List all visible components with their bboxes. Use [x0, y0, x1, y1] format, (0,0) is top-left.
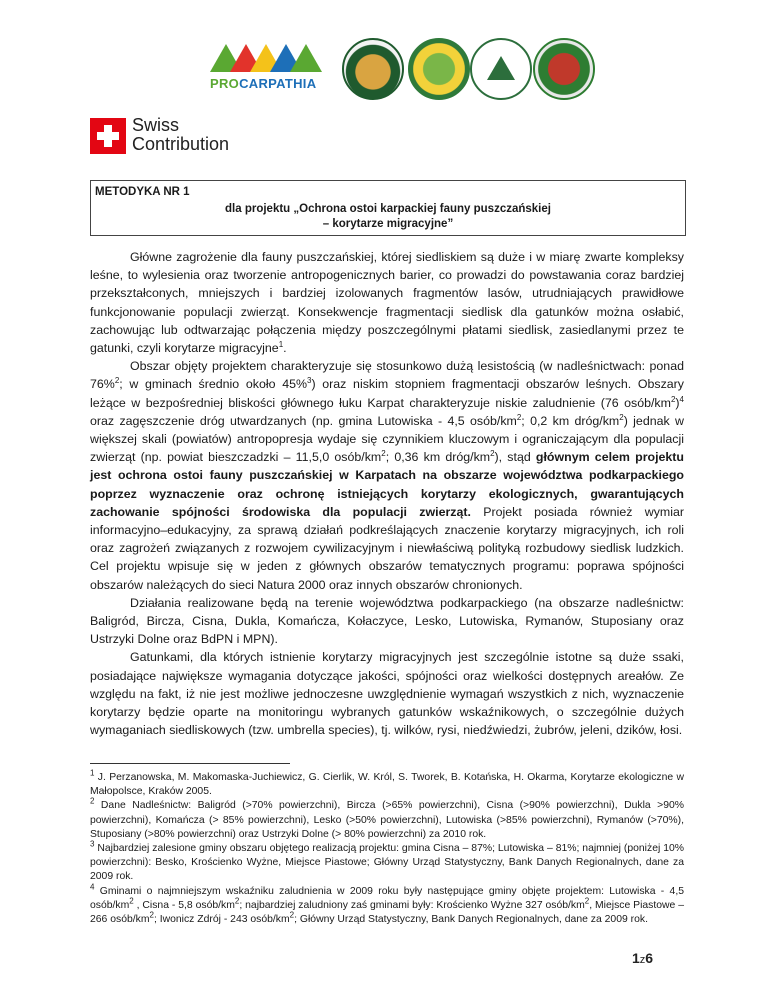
p2-b: ; w gminach średnio około 45%: [119, 377, 307, 392]
fn4-a: Gminami o najmniejszym wskaźniku zaludnienia w 2009 roku były następujące gminy objęte projektem: Lutowiska - 4,5 osób/km: [90, 885, 684, 911]
page-number: [632, 950, 653, 966]
fn4-s2: 2: [234, 896, 240, 906]
footnote-divider: [90, 763, 290, 764]
fn4-s4: 2: [149, 910, 154, 920]
methodology-label: METODYKA NR 1: [95, 186, 190, 198]
footnote-2: [90, 796, 684, 842]
magura-park-logo: [342, 38, 404, 100]
fn2-num: 2: [90, 796, 95, 806]
page-current: 1: [632, 950, 640, 966]
p2-h: ; 0,36 km dróg/km: [385, 450, 491, 465]
fn1-num: 1: [90, 768, 95, 778]
fn3-text: Najbardziej zalesione gminy obszaru objętego realizacją projektu: gmina Cisna – 87%; Lutowiska – 81%; najmniej (poniżej 10% powierzchni): Besko, Krościenko Wyżne, Miejsce Piastowe; Główny Urząd Statystyczny, Bank Danych Regionalnych, dane za 2009 rok.: [90, 843, 684, 883]
fn4-s3: 2: [584, 896, 590, 906]
p2-e: oraz zagęszczenie dróg utwardzanych (np. gmina Lutowiska - 4,5 osób/km: [90, 413, 517, 428]
page-total: 6: [645, 950, 654, 966]
p1-text: Główne zagrożenie dla fauny puszczańskiej, której siedliskiem są duże i w miarę zwarte kompleksy leśne, to wylesienia oraz tworzenie antropogenicznych barier, co prowadzi do powstawania coraz bardziej przekształconych, mniejszych i bardziej izolowanych fragmentów lasów, utrudniających prawidłowe funkcjonowanie populacji zwierząt. Konsekwencje fragmentacji siedlisk dla gatunków można osłabić, zachowując lub odtwarzając połączenia między poszczególnymi płatami siedlisk, zasiedlanymi przez te gatunki, czyli korytarze migracyjne: [90, 250, 684, 356]
bieszczady-park-logo: [408, 38, 470, 100]
p2-c: ) oraz niskim stopniem fragmentacji obszarów leśnych. Obszary leżące w bezpośredniej bliskości głównego łuku Karpat charakteryzuje niskie zaludnienie (76 osób/km: [90, 377, 684, 410]
lasy-panstwowe-logo: [470, 38, 532, 100]
body-text: [90, 248, 684, 739]
sup-e: 2: [490, 449, 495, 459]
p2-g: ) jednak w większej skali (powiatów) antropopresja wydaje się czynnikiem kluczowym i ograniczającym dla populacji zwierząt (np. powiat bieszczadzki – 11,5,0 osób/km: [90, 413, 684, 465]
swiss-line1: Swiss: [132, 115, 180, 135]
sup-b: 2: [516, 412, 522, 422]
fn4-e: ; Iwonicz Zdrój - 243 osób/km: [153, 914, 290, 926]
fn4-c: ; najbardziej zaludniony zaś gminami były: Krościenko Wyżne 327 osób/km: [239, 899, 585, 911]
fn2-text: Dane Nadleśnictw: Baligród (>70% powierzchni), Bircza (>65% powierzchni), Cisna (>90% powierzchni), Dukla >90% powierzchni), Komańcza (> 85% powierzchni), Lesko (>50% powierzchni), Lutowiska (>85% powierzchni), Rymanów (>70%), Stuposiany (>80% powierzchni) oraz Ustrzyki Dolne (> 80% powierzchni) za 2010 rok.: [90, 800, 684, 840]
regional-directorate-logo: [533, 38, 595, 100]
footnote-1: [90, 768, 684, 799]
page-sep: z: [639, 954, 646, 966]
sup-c: 2: [619, 412, 624, 422]
p2-f: ; 0,2 km dróg/km: [521, 413, 620, 428]
project-goal-bold: głównym celem projektu jest ochrona ostoi fauny puszczańskiej w Karpatach na obszarze województwa podkarpackiego poprzez wyznaczenie oraz ochronę istniejących korytarzy ekologicznych, gwarantujących zachowanie spójności środowiska dla populacji zwierząt.: [90, 450, 685, 519]
paragraph-4: Gatunkami, dla których istnienie korytarzy migracyjnych jest szczególnie istotne są duże ssaki, posiadające największe wymagania dotyczące jakości, spójności oraz wielkości dostępnych areałów. Ze względu na fakt, iż nie jest możliwe jednoczesne uwzględnienie wymagań wszystkich z nich, wyznaczenie korytarzy będzie oparte na monitoringu wybranych gatunków wskaźnikowych, o szczególnie dużych wymaganiach siedliskowych (tzw. umbrella species), tj. wilków, rysi, niedźwiedzi, żubrów, jeleni, dzików, łosi.: [90, 650, 684, 738]
footnotes: [90, 768, 684, 927]
sup-a: 2: [670, 394, 676, 404]
procarpathia-name: CARPATHIA: [239, 76, 317, 91]
footnote-ref-2: 2: [114, 376, 120, 386]
swiss-line2: Contribution: [132, 134, 230, 154]
project-title-line2: – korytarze migracyjne”: [322, 218, 454, 230]
sup-d: 2: [381, 449, 386, 459]
fn4-d: , Miejsce Piastowe – 266 osób/km: [90, 899, 684, 926]
fn4-s1: 2: [129, 896, 134, 906]
p2-j: Projekt posiada również wymiar informacyjno–edukacyjny, za sprawą działań podkreślających znaczenie korytarzy migracyjnych, ich roli oraz zagrożeń związanych z rozwojem cywilizacyjnym i niewłaściwą polityką rozbudowy siedlisk ludzkich. Cel projektu wpisuje się w jeden z głównych obszarów tematycznych programu: poprawa spójności obszarów należących do sieci Natura 2000 oraz innych obszarów chronionych.: [90, 504, 684, 592]
fn3-num: 3: [90, 839, 95, 849]
title-box: [90, 180, 686, 236]
p2-a: Obszar objęty projektem charakteryzuje się stosunkowo dużą lesistością (w nadleśnictwach: ponad 76%: [90, 359, 684, 392]
fn4-b: , Cisna - 5,8 osób/km: [133, 899, 235, 911]
paragraph-2: [90, 357, 684, 594]
paragraph-1: [90, 248, 684, 357]
fn1-text: J. Perzanowska, M. Makomaska-Juchiewicz, G. Cierlik, W. Król, S. Tworek, B. Kotańska, H. Okarma, Korytarze ekologiczne w Małopolsce, Kraków 2005.: [90, 772, 684, 798]
p2-d: ): [675, 395, 680, 410]
procarpathia-pro: PRO: [210, 76, 240, 91]
fn4-f: ; Główny Urząd Statystyczny, Bank Danych Regionalnych, dane za 2009 rok.: [294, 914, 648, 926]
footnote-ref-3: 3: [307, 376, 312, 386]
footnote-3: [90, 839, 684, 885]
p2-i: ), stąd: [494, 450, 536, 465]
fn4-s5: 2: [289, 910, 295, 920]
footnote-ref-4: 4: [679, 394, 684, 404]
paragraph-3: Działania realizowane będą na terenie województwa podkarpackiego (na obszarze nadleśnictw: Baligród, Bircza, Cisna, Dukla, Komańcza, Kołaczyce, Lesko, Lutowiska, Rymanów, Stuposiany oraz Ustrzyki Dolne oraz BdPN i MPN).: [90, 595, 684, 647]
footnote-4: [90, 882, 684, 928]
swiss-cross-icon: [90, 118, 126, 154]
project-title-line1: dla projektu „Ochrona ostoi karpackiej fauny puszczańskiej: [225, 203, 551, 215]
partner-logos: [0, 36, 768, 106]
p1-end: .: [283, 341, 287, 356]
footnote-ref-1: 1: [278, 339, 284, 349]
procarpathia-logo: [210, 44, 330, 96]
fn4-num: 4: [90, 882, 95, 892]
